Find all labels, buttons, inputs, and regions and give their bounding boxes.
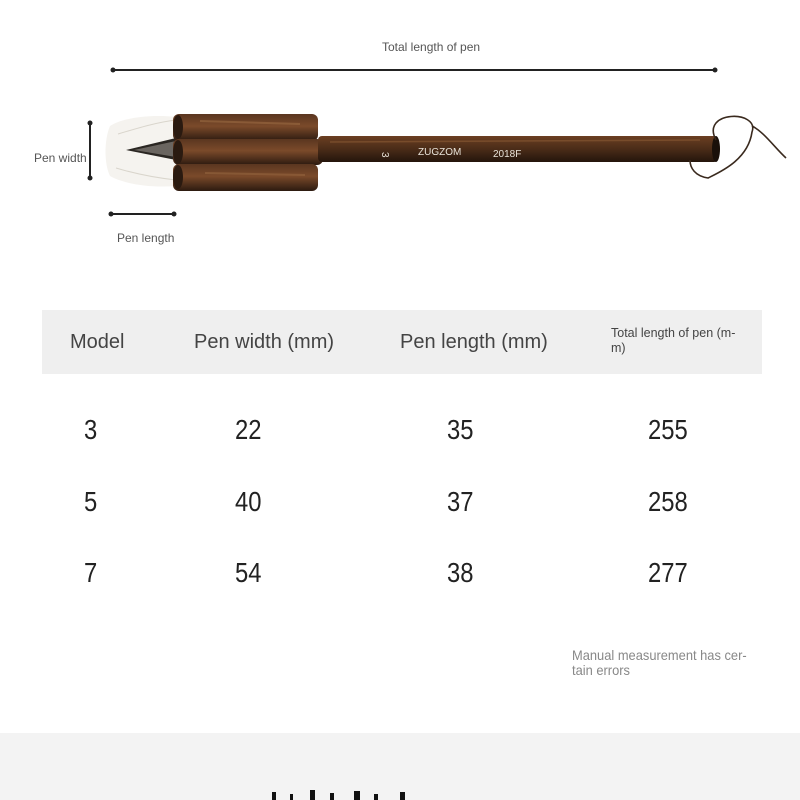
cell-total-length: 277 [648, 557, 688, 588]
header-total-length: Total length of pen (m- m) [611, 326, 736, 355]
cell-model: 5 [84, 486, 98, 517]
measurement-note: Manual measurement has cer- tain errors [572, 647, 747, 678]
pen-width-dimension [88, 121, 93, 181]
cell-pen-width: 40 [235, 486, 262, 517]
cell-pen-width: 22 [235, 414, 262, 445]
spec-table [42, 310, 762, 588]
table-row [42, 486, 762, 526]
cell-pen-length: 35 [447, 414, 474, 445]
brush-ferrule [173, 114, 323, 191]
cell-total-length: 255 [648, 414, 688, 445]
brush-bristles [106, 116, 177, 187]
cropped-next-section-glyphs [270, 790, 430, 800]
header-pen-width: Pen width (mm) [194, 330, 335, 353]
cell-model: 3 [84, 414, 98, 445]
total-length-label: Total length of pen [382, 40, 481, 54]
pen-length-dimension [109, 212, 177, 217]
table-row [42, 557, 762, 597]
pen-length-label: Pen length [117, 231, 175, 245]
brush-code-imprint: 2018F [493, 149, 522, 160]
cell-pen-length: 38 [447, 557, 474, 588]
cell-total-length: 258 [648, 486, 688, 517]
cell-pen-length: 37 [447, 486, 474, 517]
cell-pen-width: 54 [235, 557, 262, 588]
brush-model-imprint: 3 [379, 152, 390, 158]
cell-model: 7 [84, 557, 98, 588]
table-row [42, 414, 762, 454]
total-length-dimension [111, 68, 718, 73]
table-header [42, 310, 762, 374]
header-pen-length: Pen length (mm) [400, 330, 548, 353]
pen-width-label: Pen width [34, 151, 87, 165]
brush-diagram [0, 0, 800, 290]
header-model: Model [70, 330, 125, 353]
brush-brand-imprint: ZUGZOM [418, 147, 462, 158]
